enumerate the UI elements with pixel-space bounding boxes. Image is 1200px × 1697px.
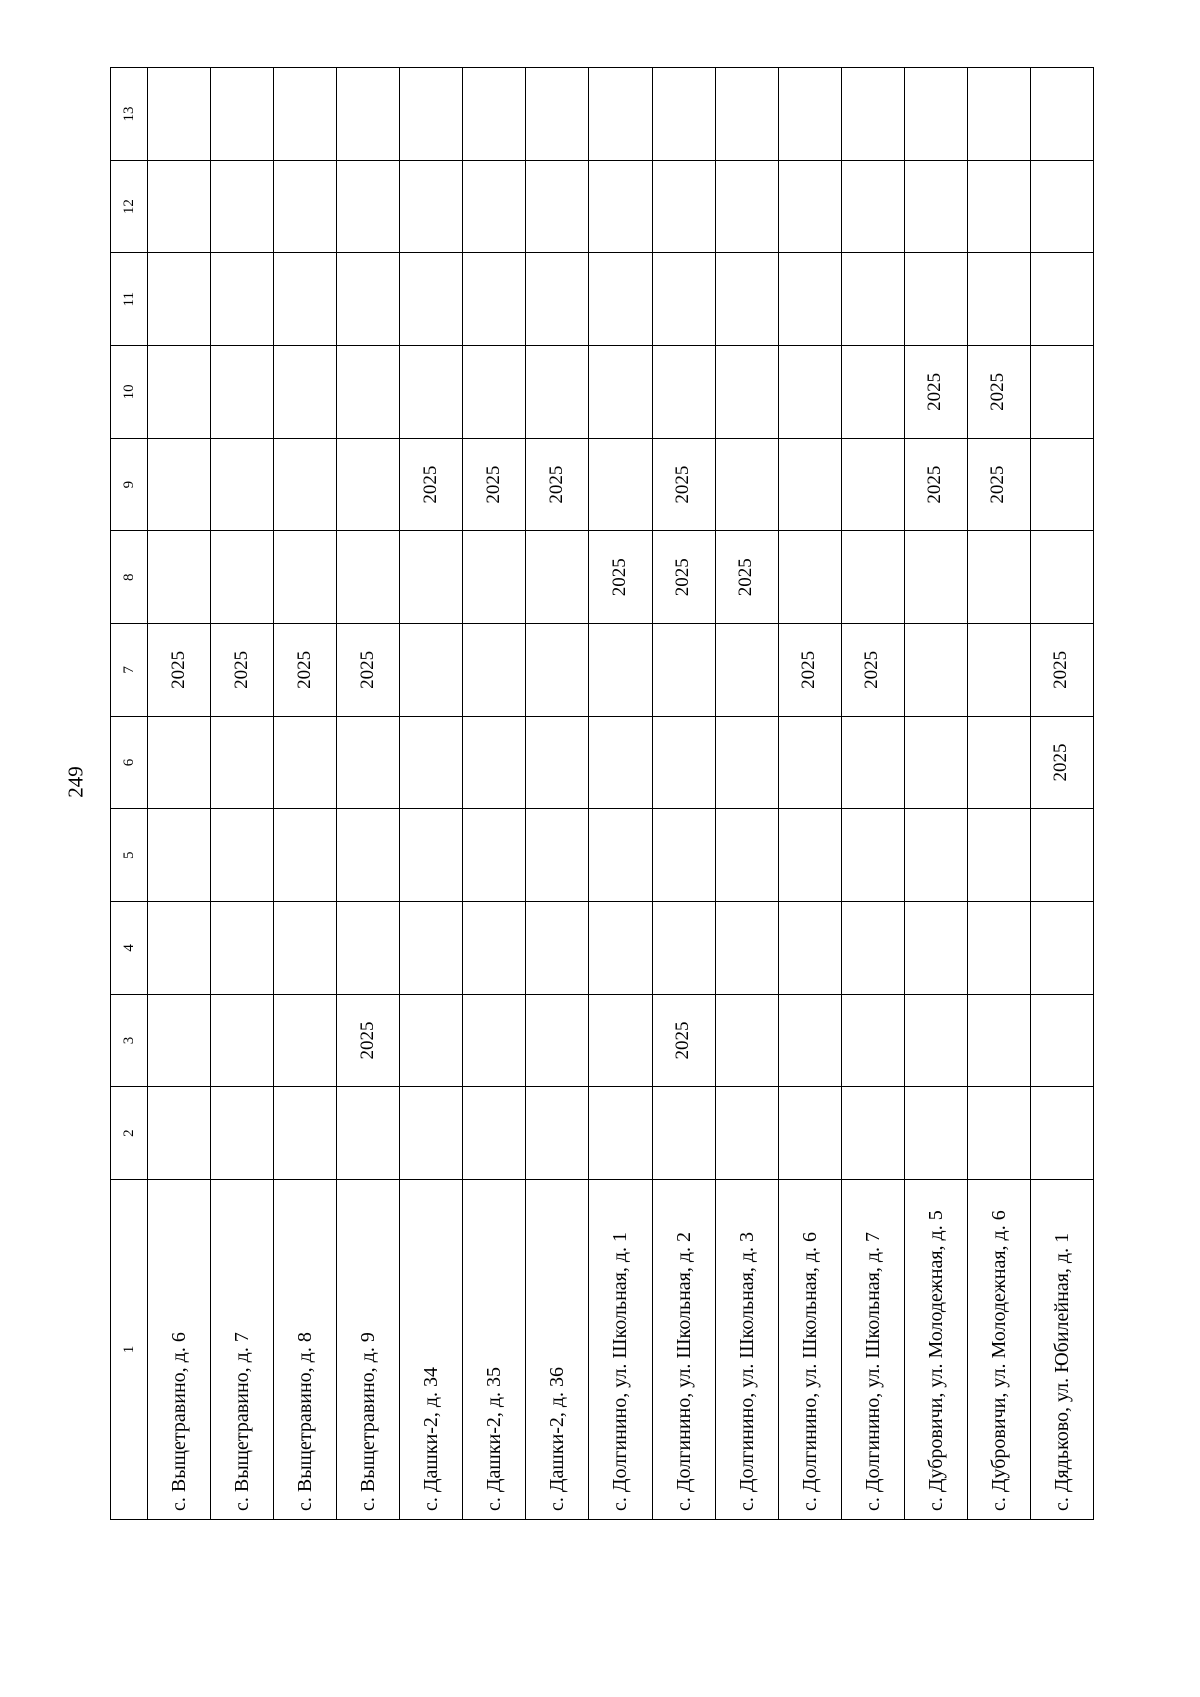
year-cell-col-2 [400,1087,463,1180]
address-cell: с. Дубровичи, ул. Молодежная, д. 5 [904,1180,967,1520]
year-cell-col-12 [967,160,1030,253]
year-cell-col-10 [526,346,589,439]
year-cell-col-11 [1030,253,1093,346]
year-cell-col-9: 2025 [463,438,526,531]
year-cell-col-4 [967,902,1030,995]
year-cell-col-13 [778,68,841,161]
table-row [1030,68,1093,1520]
year-cell-col-2 [841,1087,904,1180]
year-cell-col-6 [841,716,904,809]
year-cell-col-12 [148,160,211,253]
year-cell-col-7: 2025 [337,624,400,717]
year-cell-col-8 [778,531,841,624]
year-cell-col-5 [1030,809,1093,902]
year-cell-col-13 [274,68,337,161]
year-cell-col-10 [463,346,526,439]
year-cell-col-11 [463,253,526,346]
table-header [111,68,148,1520]
year-cell-col-11 [904,253,967,346]
year-cell-col-3 [841,994,904,1087]
year-cell-col-8: 2025 [652,531,715,624]
year-cell-col-5 [463,809,526,902]
year-cell-col-10 [337,346,400,439]
year-cell-col-9: 2025 [400,438,463,531]
year-cell-col-10 [148,346,211,439]
year-cell-col-13 [148,68,211,161]
year-cell-col-13 [841,68,904,161]
year-cell-col-5 [526,809,589,902]
year-cell-col-6 [211,716,274,809]
year-cell-col-11 [652,253,715,346]
year-cell-col-9 [715,438,778,531]
year-cell-col-6: 2025 [1030,716,1093,809]
year-cell-col-9 [211,438,274,531]
address-cell: с. Долгинино, ул. Школьная, д. 1 [589,1180,652,1520]
year-cell-col-7 [904,624,967,717]
column-header-7: 7 [111,624,148,717]
year-cell-col-2 [211,1087,274,1180]
year-cell-col-9: 2025 [967,438,1030,531]
table-row [715,68,778,1520]
column-header-8: 8 [111,531,148,624]
year-cell-col-9 [274,438,337,531]
year-cell-col-13 [1030,68,1093,161]
year-cell-col-10 [1030,346,1093,439]
year-cell-col-9 [589,438,652,531]
year-cell-col-5 [148,809,211,902]
year-cell-col-4 [652,902,715,995]
year-cell-col-7: 2025 [274,624,337,717]
page-number: 249 [63,766,88,798]
table-row [904,68,967,1520]
year-cell-col-3: 2025 [652,994,715,1087]
year-cell-col-2 [337,1087,400,1180]
year-cell-col-12 [337,160,400,253]
year-cell-col-5 [715,809,778,902]
year-cell-col-5 [652,809,715,902]
year-cell-col-8 [463,531,526,624]
year-cell-col-11 [400,253,463,346]
year-cell-col-8: 2025 [589,531,652,624]
year-cell-col-6 [904,716,967,809]
table-row [778,68,841,1520]
year-cell-col-6 [967,716,1030,809]
table-row [211,68,274,1520]
year-cell-col-12 [589,160,652,253]
table-row [589,68,652,1520]
year-cell-col-8 [211,531,274,624]
year-cell-col-3 [589,994,652,1087]
year-cell-col-6 [337,716,400,809]
year-cell-col-12 [463,160,526,253]
column-header-11: 11 [111,253,148,346]
year-cell-col-13 [715,68,778,161]
column-header-12: 12 [111,160,148,253]
table-row [526,68,589,1520]
year-cell-col-7 [526,624,589,717]
year-cell-col-4 [211,902,274,995]
table-row [841,68,904,1520]
year-cell-col-5 [400,809,463,902]
year-cell-col-3 [526,994,589,1087]
year-cell-col-8 [904,531,967,624]
year-cell-col-11 [841,253,904,346]
column-header-4: 4 [111,902,148,995]
header-row [111,68,148,1520]
year-cell-col-4 [841,902,904,995]
year-cell-col-3 [715,994,778,1087]
year-cell-col-10 [589,346,652,439]
table-row [400,68,463,1520]
year-cell-col-13 [589,68,652,161]
year-cell-col-10 [778,346,841,439]
year-cell-col-2 [967,1087,1030,1180]
year-cell-col-11 [715,253,778,346]
year-cell-col-10 [400,346,463,439]
year-cell-col-11 [211,253,274,346]
year-cell-col-5 [274,809,337,902]
year-cell-col-10 [841,346,904,439]
year-cell-col-13 [526,68,589,161]
year-cell-col-5 [841,809,904,902]
year-cell-col-13 [652,68,715,161]
year-cell-col-11 [526,253,589,346]
year-cell-col-2 [589,1087,652,1180]
year-cell-col-4 [337,902,400,995]
year-cell-col-2 [904,1087,967,1180]
table-row [148,68,211,1520]
year-cell-col-12 [652,160,715,253]
year-cell-col-11 [148,253,211,346]
year-cell-col-6 [778,716,841,809]
year-cell-col-5 [211,809,274,902]
year-cell-col-10 [652,346,715,439]
year-cell-col-9: 2025 [904,438,967,531]
year-cell-col-12 [904,160,967,253]
year-cell-col-10: 2025 [904,346,967,439]
year-cell-col-6 [463,716,526,809]
year-cell-col-9 [1030,438,1093,531]
year-cell-col-13 [211,68,274,161]
year-cell-col-4 [274,902,337,995]
year-cell-col-6 [148,716,211,809]
year-cell-col-7: 2025 [148,624,211,717]
year-cell-col-4 [715,902,778,995]
year-cell-col-7 [967,624,1030,717]
year-cell-col-12 [1030,160,1093,253]
year-cell-col-5 [337,809,400,902]
column-header-10: 10 [111,346,148,439]
year-cell-col-3 [274,994,337,1087]
address-cell: с. Долгинино, ул. Школьная, д. 6 [778,1180,841,1520]
year-cell-col-3 [400,994,463,1087]
year-cell-col-13 [400,68,463,161]
year-cell-col-13 [337,68,400,161]
year-cell-col-4 [148,902,211,995]
year-cell-col-8 [400,531,463,624]
year-cell-col-6 [589,716,652,809]
year-cell-col-2 [1030,1087,1093,1180]
year-cell-col-5 [967,809,1030,902]
address-cell: с. Долгинино, ул. Школьная, д. 7 [841,1180,904,1520]
year-cell-col-4 [589,902,652,995]
year-cell-col-12 [211,160,274,253]
year-cell-col-3 [904,994,967,1087]
year-cell-col-8 [148,531,211,624]
address-cell: с. Выщетравино, д. 6 [148,1180,211,1520]
year-cell-col-12 [841,160,904,253]
year-cell-col-13 [463,68,526,161]
year-cell-col-8 [841,531,904,624]
table-body [148,68,1094,1520]
table-row [274,68,337,1520]
year-cell-col-7: 2025 [841,624,904,717]
year-cell-col-6 [526,716,589,809]
address-cell: с. Долгинино, ул. Школьная, д. 3 [715,1180,778,1520]
column-header-6: 6 [111,716,148,809]
year-cell-col-3 [967,994,1030,1087]
address-cell: с. Дубровичи, ул. Молодежная, д. 6 [967,1180,1030,1520]
year-cell-col-9 [337,438,400,531]
year-cell-col-3 [778,994,841,1087]
year-cell-col-8 [526,531,589,624]
year-cell-col-12 [715,160,778,253]
address-cell: с. Долгинино, ул. Школьная, д. 2 [652,1180,715,1520]
address-cell: с. Дашки-2, д. 35 [463,1180,526,1520]
table-row [967,68,1030,1520]
year-cell-col-2 [652,1087,715,1180]
year-cell-col-8 [274,531,337,624]
column-header-3: 3 [111,994,148,1087]
year-cell-col-9 [841,438,904,531]
year-cell-col-8 [967,531,1030,624]
table-row [337,68,400,1520]
year-cell-col-7: 2025 [778,624,841,717]
year-cell-col-2 [463,1087,526,1180]
table-row [463,68,526,1520]
year-cell-col-6 [274,716,337,809]
year-cell-col-10 [274,346,337,439]
year-cell-col-7 [400,624,463,717]
year-cell-col-2 [778,1087,841,1180]
year-cell-col-5 [589,809,652,902]
year-cell-col-8 [1030,531,1093,624]
year-cell-col-4 [778,902,841,995]
year-cell-col-4 [1030,902,1093,995]
year-cell-col-12 [274,160,337,253]
year-cell-col-11 [589,253,652,346]
year-cell-col-9: 2025 [526,438,589,531]
year-cell-col-2 [715,1087,778,1180]
year-cell-col-9 [778,438,841,531]
year-cell-col-6 [652,716,715,809]
year-cell-col-7 [463,624,526,717]
address-cell: с. Дашки-2, д. 36 [526,1180,589,1520]
year-cell-col-7 [715,624,778,717]
year-cell-col-8: 2025 [715,531,778,624]
year-cell-col-5 [778,809,841,902]
address-cell: с. Выщетравино, д. 9 [337,1180,400,1520]
year-cell-col-4 [463,902,526,995]
year-cell-col-12 [526,160,589,253]
year-cell-col-11 [967,253,1030,346]
year-cell-col-13 [967,68,1030,161]
year-cell-col-9 [148,438,211,531]
column-header-2: 2 [111,1087,148,1180]
year-cell-col-9: 2025 [652,438,715,531]
year-cell-col-2 [148,1087,211,1180]
address-cell: с. Выщетравино, д. 8 [274,1180,337,1520]
year-cell-col-8 [337,531,400,624]
column-header-5: 5 [111,809,148,902]
year-cell-col-7 [652,624,715,717]
year-cell-col-2 [274,1087,337,1180]
schedule-table [110,67,1094,1520]
year-cell-col-12 [400,160,463,253]
year-cell-col-13 [904,68,967,161]
year-cell-col-2 [526,1087,589,1180]
year-cell-col-3 [148,994,211,1087]
column-header-1: 1 [111,1180,148,1520]
column-header-13: 13 [111,68,148,161]
year-cell-col-4 [526,902,589,995]
year-cell-col-10: 2025 [967,346,1030,439]
year-cell-col-7 [589,624,652,717]
year-cell-col-11 [337,253,400,346]
year-cell-col-5 [904,809,967,902]
year-cell-col-3 [463,994,526,1087]
year-cell-col-4 [400,902,463,995]
table-row [652,68,715,1520]
year-cell-col-3 [211,994,274,1087]
address-cell: с. Выщетравино, д. 7 [211,1180,274,1520]
year-cell-col-10 [211,346,274,439]
year-cell-col-10 [715,346,778,439]
rotated-table-wrapper [110,68,1094,1520]
year-cell-col-6 [400,716,463,809]
year-cell-col-3: 2025 [337,994,400,1087]
year-cell-col-11 [274,253,337,346]
year-cell-col-3 [1030,994,1093,1087]
address-cell: с. Дашки-2, д. 34 [400,1180,463,1520]
address-cell: с. Дядьково, ул. Юбилейная, д. 1 [1030,1180,1093,1520]
year-cell-col-4 [904,902,967,995]
year-cell-col-6 [715,716,778,809]
year-cell-col-12 [778,160,841,253]
year-cell-col-11 [778,253,841,346]
year-cell-col-7: 2025 [211,624,274,717]
year-cell-col-7: 2025 [1030,624,1093,717]
column-header-9: 9 [111,438,148,531]
